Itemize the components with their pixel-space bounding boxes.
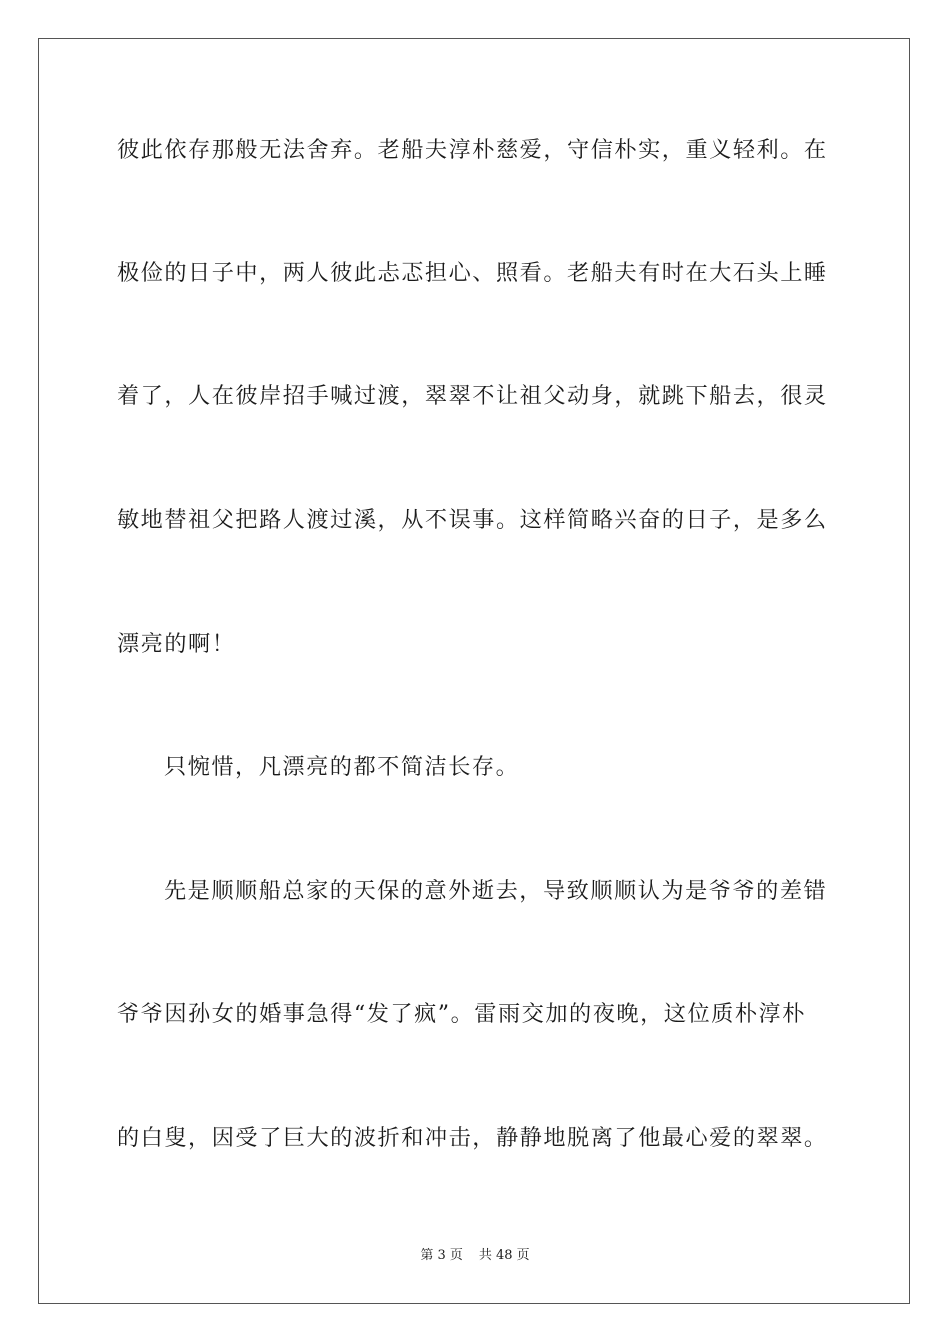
- paragraph-first-line: 先是顺顺船总家的天保的意外逝去，导致顺顺认为是爷爷的差错: [164, 878, 828, 904]
- text-line: 着了，人在彼岸招手喊过渡，翠翠不让祖父动身，就跳下船去，很灵: [117, 383, 828, 409]
- text-line: 极俭的日子中，两人彼此忐忑担心、照看。老船夫有时在大石头上睡: [117, 260, 828, 286]
- text-line: 彼此依存那般无法舍弃。老船夫淳朴慈爱，守信朴实，重义轻利。在: [117, 137, 828, 163]
- page-border: [38, 38, 910, 1304]
- page-total: 共 48 页: [478, 1248, 530, 1263]
- page-footer: [0, 1247, 950, 1265]
- text-line: 爷爷因孙女的婚事急得“发了疯”。雷雨交加的夜晚，这位质朴淳朴: [117, 1001, 806, 1027]
- text-line: 敏地替祖父把路人渡过溪，从不误事。这样简略兴奋的日子，是多么: [117, 507, 828, 533]
- text-line: 漂亮的啊！: [117, 631, 236, 657]
- page-number: 第 3 页: [420, 1248, 463, 1263]
- text-line: 的白叟，因受了巨大的波折和冲击，静静地脱离了他最心爱的翠翠。: [117, 1125, 828, 1151]
- paragraph-first-line: 只惋惜，凡漂亮的都不简洁长存。: [164, 754, 520, 780]
